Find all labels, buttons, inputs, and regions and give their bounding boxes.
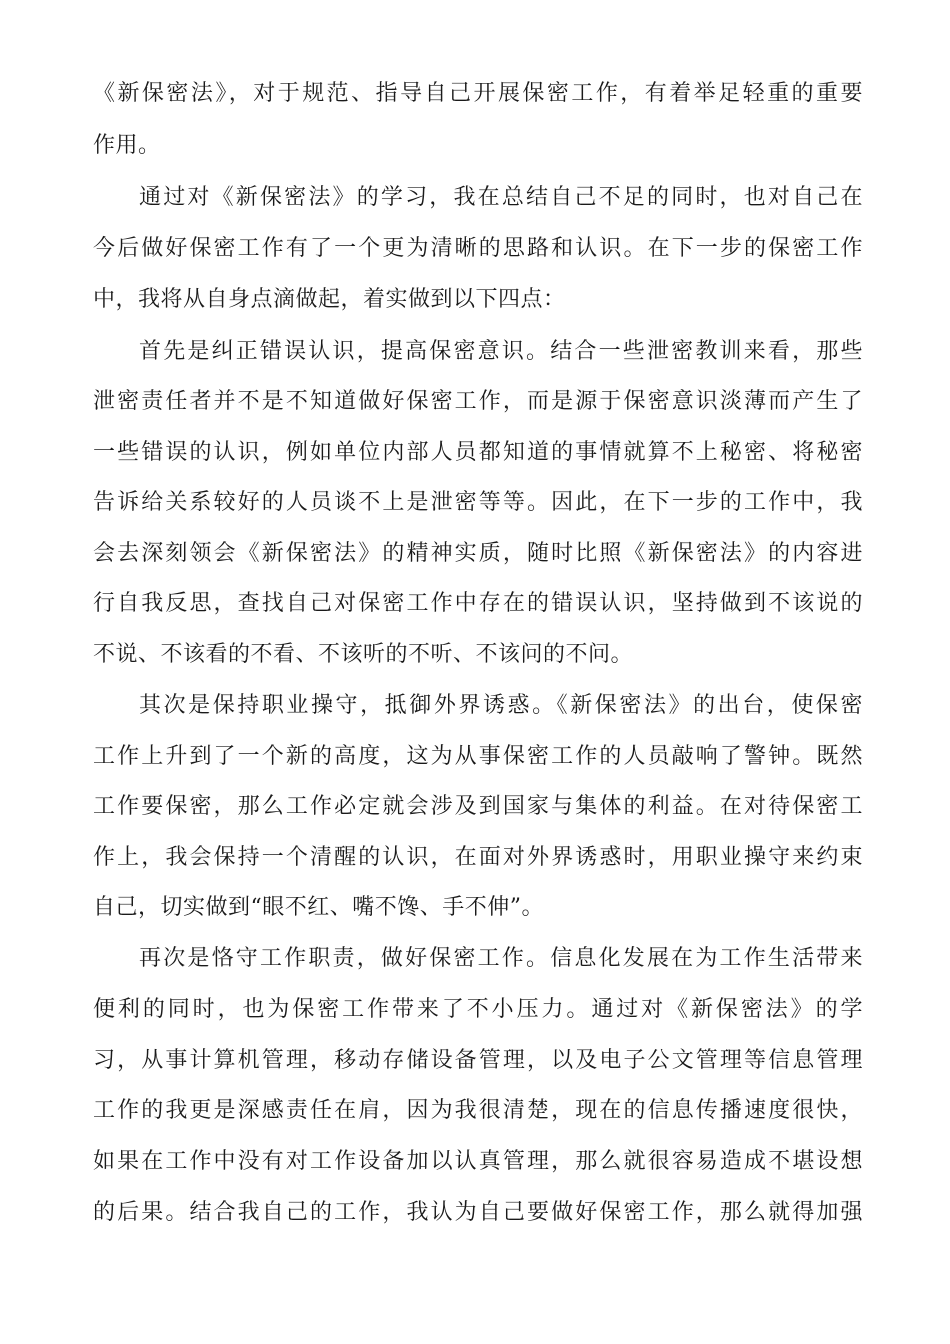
text-line: 工作上升到了一个新的高度，这为从事保密工作的人员敲响了警钟。既然 [93, 744, 863, 769]
text-line: 作用。 [93, 133, 161, 158]
text-line: 便利的同时，也为保密工作带来了不小压力。通过对《新保密法》的学 [93, 997, 863, 1022]
text-line: 一些错误的认识，例如单位内部人员都知道的事情就算不上秘密、将秘密 [93, 440, 863, 465]
paragraph-first-line: 再次是恪守工作职责，做好保密工作。信息化发展在为工作生活带来 [139, 946, 863, 971]
text-line: 泄密责任者并不是不知道做好保密工作，而是源于保密意识淡薄而产生了 [93, 389, 863, 414]
text-line: 工作的我更是深感责任在肩，因为我很清楚，现在的信息传播速度很快， [93, 1098, 863, 1123]
text-line: 今后做好保密工作有了一个更为清晰的思路和认识。在下一步的保密工作 [93, 236, 863, 261]
text-line: 作上，我会保持一个清醒的认识，在面对外界诱惑时，用职业操守来约束 [93, 845, 863, 870]
text-line: 的后果。结合我自己的工作，我认为自己要做好保密工作，那么就得加强 [93, 1200, 863, 1225]
text-line: 会去深刻领会《新保密法》的精神实质，随时比照《新保密法》的内容进 [93, 541, 863, 566]
text-line: 不说、不该看的不看、不该听的不听、不该问的不问。 [93, 642, 634, 667]
text-line: 告诉给关系较好的人员谈不上是泄密等等。因此，在下一步的工作中，我 [93, 490, 863, 515]
text-line: 中，我将从自身点滴做起，着实做到以下四点： [93, 287, 566, 312]
text-line: 行自我反思，查找自己对保密工作中存在的错误认识，坚持做到不该说的 [93, 591, 863, 616]
paragraph-first-line: 首先是纠正错误认识，提高保密意识。结合一些泄密教训来看，那些 [139, 339, 863, 364]
text-line: 工作要保密，那么工作必定就会涉及到国家与集体的利益。在对待保密工 [93, 794, 863, 819]
text-line: 如果在工作中没有对工作设备加以认真管理，那么就很容易造成不堪设想 [93, 1149, 863, 1174]
paragraph-first-line: 其次是保持职业操守，抵御外界诱惑。《新保密法》的出台，使保密 [139, 693, 863, 718]
text-line: 《新保密法》，对于规范、指导自己开展保密工作，有着举足轻重的重要 [93, 81, 863, 106]
text-line: 自己，切实做到“眼不红、嘴不馋、手不伸”。 [93, 895, 544, 920]
paragraph-first-line: 通过对《新保密法》的学习，我在总结自己不足的同时，也对自己在 [139, 185, 863, 210]
text-line: 习，从事计算机管理，移动存储设备管理，以及电子公文管理等信息管理 [93, 1048, 863, 1073]
